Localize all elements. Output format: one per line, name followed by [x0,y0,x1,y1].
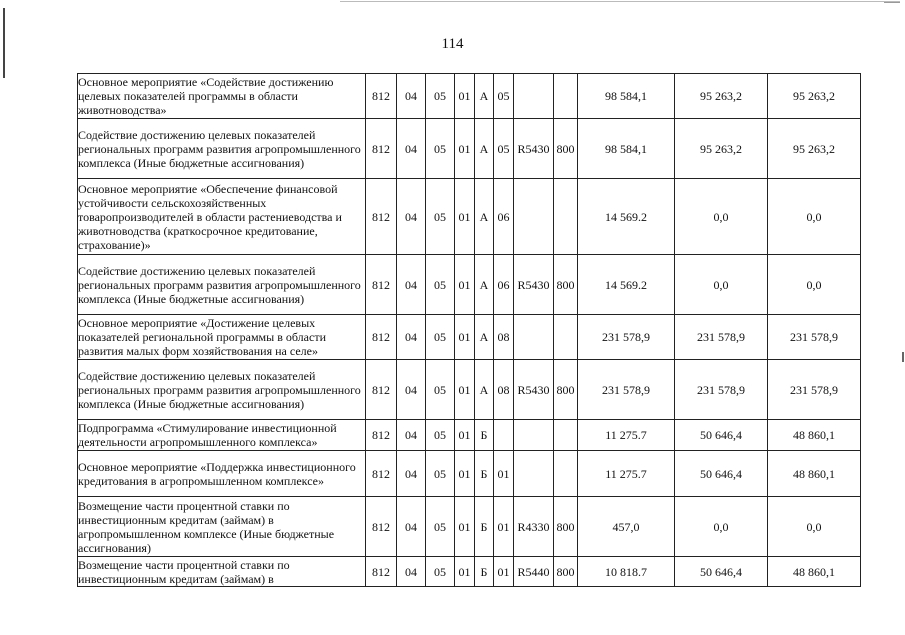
item-name: Содействие достижению целевых показателей региональных программ развития агропромышленного комплекса (Иные бюджетные ассигнования) [78,119,366,179]
cell-amount-2: 50 646,4 [675,557,768,587]
cell-amount-1: 98 584,1 [578,119,675,179]
cell-amount-1: 10 818.7 [578,557,675,587]
cell-csr-direction: R5430 [514,255,554,315]
cell-amount-3: 231 578,9 [768,315,861,360]
cell-amount-3: 0,0 [768,255,861,315]
cell-csr-direction [514,451,554,497]
table-row [78,557,861,587]
cell-rz: 04 [397,360,426,420]
cell-vr: 800 [554,255,578,315]
cell-amount-1: 11 275.7 [578,451,675,497]
cell-vr: 800 [554,557,578,587]
cell-gr: 812 [366,74,397,119]
cell-rz: 04 [397,255,426,315]
scan-edge-line [340,1,900,2]
cell-pr: 05 [426,451,455,497]
cell-pr: 05 [426,557,455,587]
cell-amount-2: 0,0 [675,179,768,255]
cell-csr-direction: R4330 [514,497,554,557]
cell-csr-direction: R5430 [514,119,554,179]
cell-csr-subprogram: А [475,315,494,360]
cell-rz: 04 [397,451,426,497]
cell-amount-1: 231 578,9 [578,360,675,420]
cell-csr-event: 01 [494,497,514,557]
cell-amount-2: 231 578,9 [675,315,768,360]
cell-pr: 05 [426,74,455,119]
item-name: Основное мероприятие «Поддержка инвестиционного кредитования в агропромышленном комплексе» [78,451,366,497]
cell-gr: 812 [366,315,397,360]
cell-csr-direction [514,420,554,451]
cell-csr-program: 01 [455,179,475,255]
cell-csr-event: 08 [494,315,514,360]
cell-csr-program: 01 [455,360,475,420]
cell-csr-program: 01 [455,497,475,557]
cell-csr-event: 05 [494,74,514,119]
cell-csr-subprogram: Б [475,497,494,557]
cell-gr: 812 [366,557,397,587]
cell-csr-program: 01 [455,451,475,497]
cell-amount-1: 98 584,1 [578,74,675,119]
cell-gr: 812 [366,497,397,557]
cell-csr-subprogram: А [475,119,494,179]
cell-amount-2: 50 646,4 [675,451,768,497]
cell-csr-direction [514,179,554,255]
cell-csr-event: 06 [494,255,514,315]
cell-rz: 04 [397,179,426,255]
cell-amount-1: 457,0 [578,497,675,557]
cell-csr-program: 01 [455,74,475,119]
cell-csr-direction [514,74,554,119]
cell-amount-1: 11 275.7 [578,420,675,451]
cell-csr-event [494,420,514,451]
cell-amount-2: 231 578,9 [675,360,768,420]
item-name: Содействие достижению целевых показателей региональных программ развития агропромышленного комплекса (Иные бюджетные ассигнования) [78,255,366,315]
cell-pr: 05 [426,497,455,557]
scan-edge-tick-right [902,352,904,362]
cell-vr [554,451,578,497]
item-name: Основное мероприятие «Обеспечение финансовой устойчивости сельскохозяйственных товаропроизводителей в области растениеводства и животноводства (краткосрочное кредитование, страхование)» [78,179,366,255]
cell-csr-event: 08 [494,360,514,420]
cell-csr-direction: R5440 [514,557,554,587]
cell-vr [554,74,578,119]
item-name: Основное мероприятие «Достижение целевых показателей региональной программы в области развития малых форм хозяйствования на селе» [78,315,366,360]
cell-vr: 800 [554,360,578,420]
cell-gr: 812 [366,451,397,497]
cell-amount-3: 231 578,9 [768,360,861,420]
cell-csr-subprogram: Б [475,557,494,587]
cell-csr-direction: R5430 [514,360,554,420]
cell-csr-program: 01 [455,119,475,179]
cell-vr: 800 [554,497,578,557]
table-row [78,315,861,360]
cell-amount-1: 231 578,9 [578,315,675,360]
cell-csr-subprogram: А [475,74,494,119]
cell-csr-event: 01 [494,451,514,497]
cell-amount-3: 48 860,1 [768,420,861,451]
cell-csr-subprogram: Б [475,420,494,451]
cell-vr [554,420,578,451]
cell-csr-event: 01 [494,557,514,587]
cell-csr-subprogram: Б [475,451,494,497]
cell-amount-2: 50 646,4 [675,420,768,451]
cell-csr-program: 01 [455,557,475,587]
item-name: Содействие достижению целевых показателей региональных программ развития агропромышленного комплекса (Иные бюджетные ассигнования) [78,360,366,420]
table-row [78,360,861,420]
item-name: Основное мероприятие «Содействие достижению целевых показателей программы в области животноводства» [78,74,366,119]
cell-csr-program: 01 [455,255,475,315]
cell-amount-3: 95 263,2 [768,74,861,119]
cell-rz: 04 [397,420,426,451]
table-row [78,497,861,557]
cell-gr: 812 [366,179,397,255]
cell-csr-subprogram: А [475,360,494,420]
cell-pr: 05 [426,420,455,451]
cell-csr-direction [514,315,554,360]
page-number: 114 [441,36,464,52]
budget-table [77,73,861,587]
cell-amount-1: 14 569.2 [578,255,675,315]
table-row [78,255,861,315]
cell-csr-program: 01 [455,315,475,360]
cell-rz: 04 [397,74,426,119]
cell-csr-program: 01 [455,420,475,451]
cell-gr: 812 [366,255,397,315]
table-row [78,179,861,255]
cell-csr-event: 06 [494,179,514,255]
cell-amount-2: 0,0 [675,255,768,315]
cell-csr-subprogram: А [475,255,494,315]
cell-vr [554,179,578,255]
cell-pr: 05 [426,315,455,360]
cell-vr [554,315,578,360]
table-row [78,451,861,497]
cell-pr: 05 [426,119,455,179]
table-row [78,74,861,119]
table-row [78,420,861,451]
cell-rz: 04 [397,119,426,179]
cell-gr: 812 [366,119,397,179]
cell-csr-subprogram: А [475,179,494,255]
cell-amount-3: 0,0 [768,497,861,557]
cell-amount-3: 0,0 [768,179,861,255]
item-name: Возмещение части процентной ставки по инвестиционным кредитам (займам) в агропромышленном комплексе (Иные бюджетные ассигнования) [78,497,366,557]
cell-amount-3: 48 860,1 [768,451,861,497]
cell-gr: 812 [366,420,397,451]
cell-amount-3: 95 263,2 [768,119,861,179]
scan-edge-mark-right [884,2,900,6]
cell-amount-3: 48 860,1 [768,557,861,587]
cell-amount-1: 14 569.2 [578,179,675,255]
cell-pr: 05 [426,360,455,420]
item-name: Подпрограмма «Стимулирование инвестиционной деятельности агропромышленного комплекса» [78,420,366,451]
cell-rz: 04 [397,557,426,587]
item-name: Возмещение части процентной ставки по инвестиционным кредитам (займам) в [78,557,366,587]
cell-rz: 04 [397,315,426,360]
cell-amount-2: 0,0 [675,497,768,557]
cell-vr: 800 [554,119,578,179]
cell-gr: 812 [366,360,397,420]
cell-pr: 05 [426,255,455,315]
cell-csr-event: 05 [494,119,514,179]
cell-rz: 04 [397,497,426,557]
cell-amount-2: 95 263,2 [675,119,768,179]
table-row [78,119,861,179]
cell-amount-2: 95 263,2 [675,74,768,119]
cell-pr: 05 [426,179,455,255]
